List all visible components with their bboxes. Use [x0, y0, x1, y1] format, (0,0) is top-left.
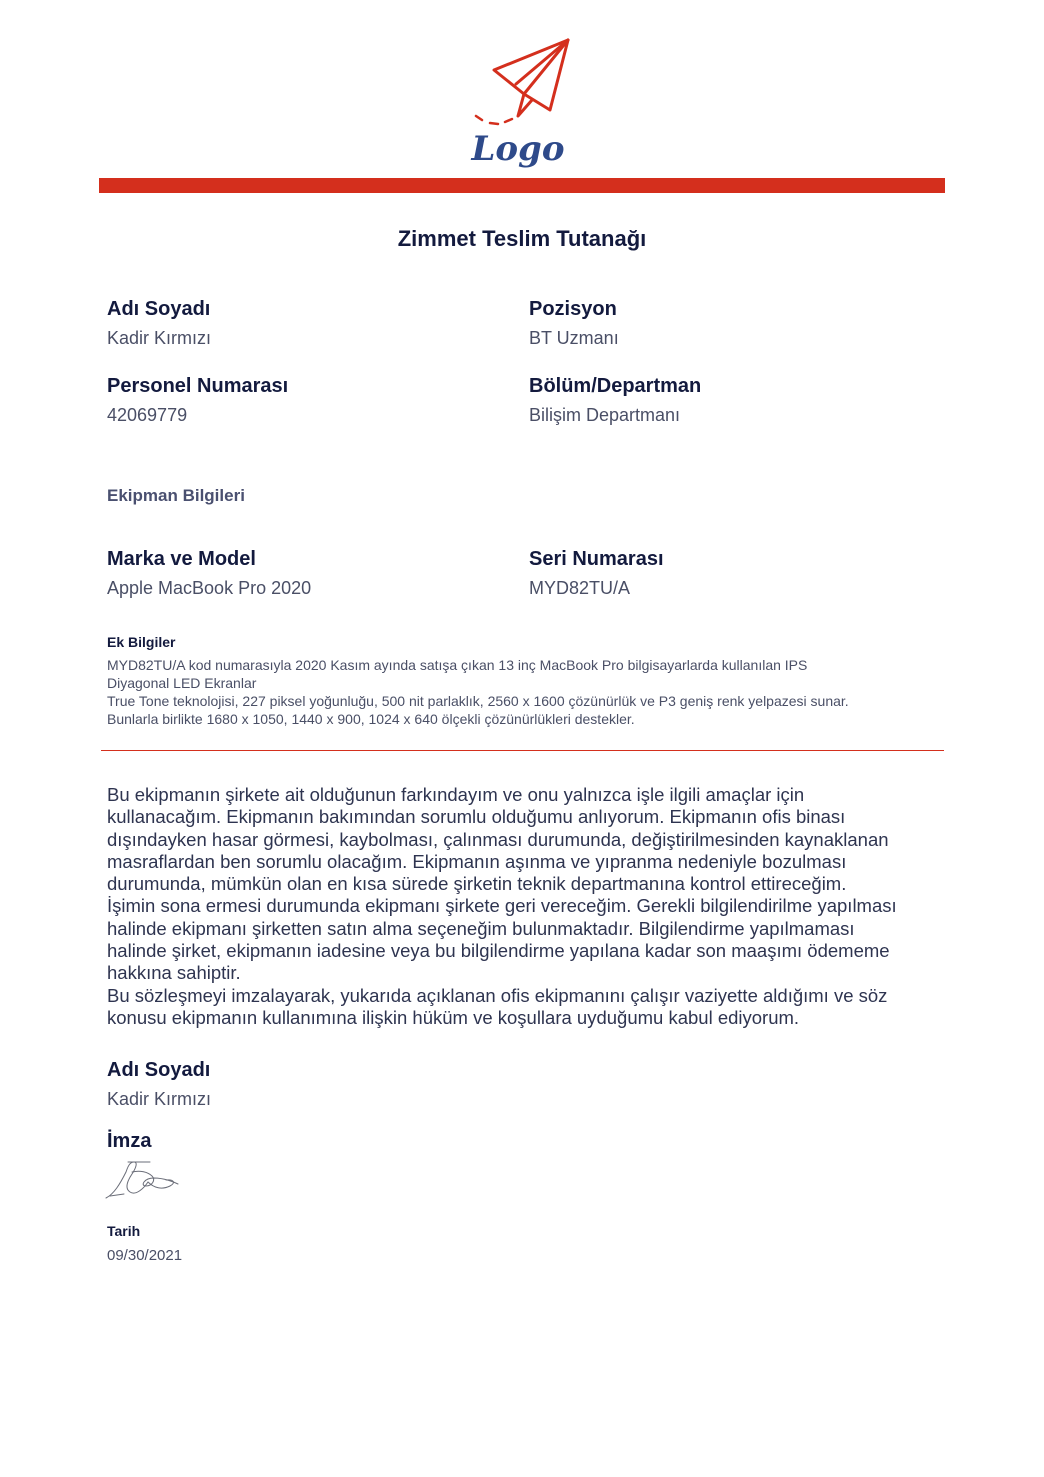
serial-number-label: Seri Numarası	[529, 548, 664, 570]
equipment-section-title: Ekipman Bilgileri	[107, 486, 245, 505]
handwritten-signature	[104, 1158, 184, 1204]
department-value: Bilişim Departmanı	[529, 405, 681, 425]
document-title: Zimmet Teslim Tutanağı	[397, 226, 647, 251]
logo-text: Logo	[471, 129, 565, 169]
signature-field	[107, 1128, 151, 1154]
personnel-number-field	[107, 373, 288, 427]
department-label: Bölüm/Departman	[529, 375, 702, 397]
date-value: 09/30/2021	[107, 1247, 183, 1264]
brand-model-value: Apple MacBook Pro 2020	[107, 578, 312, 598]
header-accent-bar	[99, 178, 945, 193]
brand-model-field	[107, 546, 311, 600]
signature-label: İmza	[107, 1130, 152, 1152]
date-label: Tarih	[107, 1223, 141, 1239]
extra-info-text: MYD82TU/A kod numarasıyla 2020 Kasım ayında satışa çıkan 13 inç MacBook Pro bilgisayarlarda kullanılan IPS Diyagonal LED Ekranlar True Tone teknolojisi, 227 piksel yoğunluğu, 500 nit parlaklık, 2560 x 1600 çözünürlük ve P3 geniş renk yelpazesi sunar. Bunlarla birlikte 1680 x 1050, 1440 x 900, 1024 x 640 ölçekli çözünürlükleri destekler.	[107, 657, 849, 727]
position-field	[529, 296, 619, 350]
department-field	[529, 373, 701, 427]
personnel-number-value: 42069779	[107, 405, 188, 425]
position-label: Pozisyon	[529, 298, 617, 320]
personnel-number-label: Personel Numarası	[107, 375, 289, 397]
serial-number-field	[529, 546, 664, 600]
signoff-name-field	[107, 1057, 211, 1111]
name-label: Adı Soyadı	[107, 298, 211, 320]
name-field	[107, 296, 211, 350]
section-divider	[101, 750, 944, 751]
serial-number-value: MYD82TU/A	[529, 578, 631, 598]
name-value: Kadir Kırmızı	[107, 328, 212, 348]
agreement-statement: Bu ekipmanın şirkete ait olduğunun farkındayım ve onu yalnızca işle ilgili amaçlar için kullanacağım. Ekipmanın bakımından sorumlu olduğumu anlıyorum. Ekipmanın ofis binası dışındayken hasar görmesi, kaybolması, çalınması durumunda, değiştirilmesinden kaynaklanan masraflardan ben sorumlu olacağım. Ekipmanın aşınma ve yıpranma nedeniyle bozulması durumunda, mümkün olan en kısa sürede şirketin teknik departmanına kontrol ettireceğim. İşimin sona ermesi durumunda ekipmanı şirkete geri vereceğim. Gerekli bilgilendirilme yapılması halinde ekipmanı şirketten satın alma seçeneğim bulunmaktadır. Bilgilendirme yapılmaması halinde şirket, ekipmanın iadesine veya bu bilgilendirme yapılana kadar son maaşımı ödememe hakkına sahiptir. Bu sözleşmeyi imzalayarak, yukarıda açıklanan ofis ekipmanını çalışır vaziyette aldığımı ve söz konusu ekipmanın kullanımına ilişkin hüküm ve koşullara uyduğumu kabul ediyorum.	[107, 784, 897, 1028]
brand-model-label: Marka ve Model	[107, 548, 256, 570]
signoff-name-value: Kadir Kırmızı	[107, 1089, 212, 1109]
position-value: BT Uzmanı	[529, 328, 619, 348]
paper-plane-logo	[468, 34, 572, 176]
date-field	[107, 1223, 182, 1264]
extra-info-label: Ek Bilgiler	[107, 634, 176, 650]
extra-info-field	[107, 634, 957, 728]
signoff-name-label: Adı Soyadı	[107, 1059, 211, 1081]
